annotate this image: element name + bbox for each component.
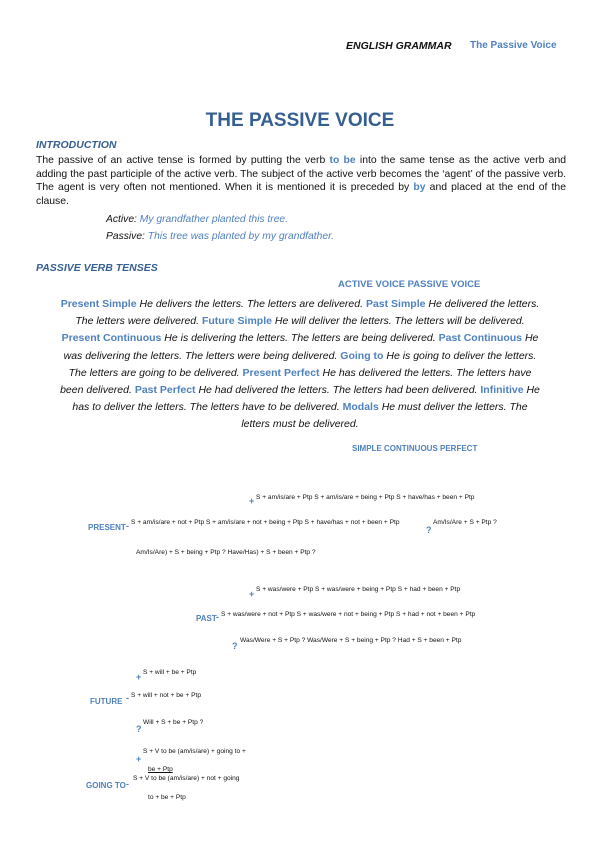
passive-label: Passive: [106, 231, 148, 242]
active-example [106, 214, 288, 225]
active-sentence: My grandfather planted this tree. [139, 214, 289, 225]
going-to-label: GOING TO [86, 781, 126, 790]
intro-text-2: into the same tense as the active verb and adding the past participle of the active verb. The subject of the active verb becomes the ‘agent’ of the passive verb. The agent is very often not mentioned. When it is mentioned it is preceded by [36, 155, 567, 194]
tense-name: Present Continuous [61, 332, 162, 345]
minus-symbol: - [126, 693, 129, 703]
intro-keyword-by: by [413, 182, 426, 194]
tense-name: Present Perfect [242, 366, 320, 379]
tense-examples: He is going to deliver the letters. The letters are going to be delivered. [68, 349, 537, 379]
tenses-subheading: ACTIVE VOICE PASSIVE VOICE [338, 279, 481, 290]
future-affirmative: S + will + be + Ptp [143, 669, 197, 676]
tense-examples: He must deliver the letters. The letters must be delivered. [241, 401, 528, 431]
tense-examples: He had delivered the letters. The letters had been delivered. [195, 384, 478, 397]
tense-name: Going to [340, 349, 384, 362]
tense-examples: He will deliver the letters. The letters will be delivered. [271, 315, 525, 328]
present-question-simple: Am/Is/Are + S + Ptp ? [433, 519, 497, 526]
future-label: FUTURE [90, 697, 123, 706]
header-title: ENGLISH GRAMMAR [346, 40, 452, 52]
tense-name: Past Perfect [134, 384, 196, 397]
tense-examples: He has delivered the letters. The letters have been delivered. [60, 366, 532, 397]
tense-examples: He has to deliver the letters. The letters have to be delivered. [72, 384, 540, 414]
future-negative: S + will + not + be + Ptp [131, 692, 202, 699]
tense-name: Infinitive [480, 384, 524, 397]
past-question: Was/Were + S + Ptp ? Was/Were + S + being + Ptp ? Had + S + been + Ptp [240, 637, 462, 644]
question-symbol: ? [232, 641, 238, 651]
minus-symbol: - [216, 612, 219, 622]
tense-name: Past Simple [365, 298, 426, 310]
tense-name: Modals [342, 401, 379, 414]
plus-symbol: + [249, 496, 255, 506]
active-label: Active: [106, 214, 140, 225]
intro-heading: INTRODUCTION [36, 139, 117, 151]
question-symbol: ? [136, 724, 142, 734]
plus-symbol: + [136, 754, 142, 764]
tense-examples: He is delivering the letters. The letters are being delivered. [161, 332, 436, 345]
table-heading: SIMPLE CONTINUOUS PERFECT [352, 444, 478, 453]
passive-example [106, 231, 334, 242]
passive-sentence: This tree was planted by my grandfather. [147, 231, 334, 242]
intro-text-3: and placed at the end of the clause. [36, 182, 566, 207]
present-question: Am/Is/Are) + S + being + Ptp ? Have/Has) + S + been + Ptp ? [136, 549, 316, 556]
present-label: PRESENT [88, 523, 126, 532]
tense-examples: He delivered the letters. The letters were delivered. [75, 298, 540, 328]
future-question: Will + S + be + Ptp ? [143, 719, 204, 726]
past-label: PAST [196, 614, 217, 623]
tense-name: Past Continuous [438, 332, 523, 345]
plus-symbol: + [249, 589, 255, 599]
tense-name: Present Simple [60, 298, 137, 310]
tense-name: Future Simple [201, 315, 272, 328]
intro-keyword-to-be: to be [329, 155, 356, 166]
header-subtitle: The Passive Voice [470, 40, 557, 51]
intro-paragraph [36, 154, 566, 208]
tenses-paragraph [60, 296, 540, 434]
page-title: THE PASSIVE VOICE [205, 110, 395, 131]
question-symbol: ? [426, 525, 432, 535]
intro-text-1: The passive of an active tense is formed by putting the verb [36, 155, 330, 166]
tense-examples: He was delivering the letters. The letters were being delivered. [63, 332, 539, 362]
past-affirmative: S + was/were + Ptp S + was/were + being + Ptp S + had + been + Ptp [256, 586, 461, 593]
past-negative: S + was/were + not + Ptp S + was/were + not + being + Ptp S + had + not + been + Ptp [221, 611, 476, 618]
going-to-negative-1: S + V to be (am/is/are) + not + going [133, 775, 240, 782]
going-to-affirmative-1: S + V to be (am/is/are) + going to + [143, 748, 246, 755]
going-to-negative-2: to + be + Ptp [148, 794, 186, 801]
tense-examples: He delivers the letters. The letters are delivered. [136, 298, 364, 310]
present-negative: S + am/is/are + not + Ptp S + am/is/are + not + being + Ptp S + have/has + not + been + Ptp [131, 519, 400, 526]
going-to-affirmative-2: be + Ptp [148, 766, 173, 773]
minus-symbol: - [126, 779, 129, 789]
present-affirmative: S + am/is/are + Ptp S + am/is/are + being + Ptp S + have/has + been + Ptp [256, 494, 475, 501]
minus-symbol: - [126, 521, 129, 531]
tenses-heading: PASSIVE VERB TENSES [36, 262, 158, 274]
plus-symbol: + [136, 672, 142, 682]
